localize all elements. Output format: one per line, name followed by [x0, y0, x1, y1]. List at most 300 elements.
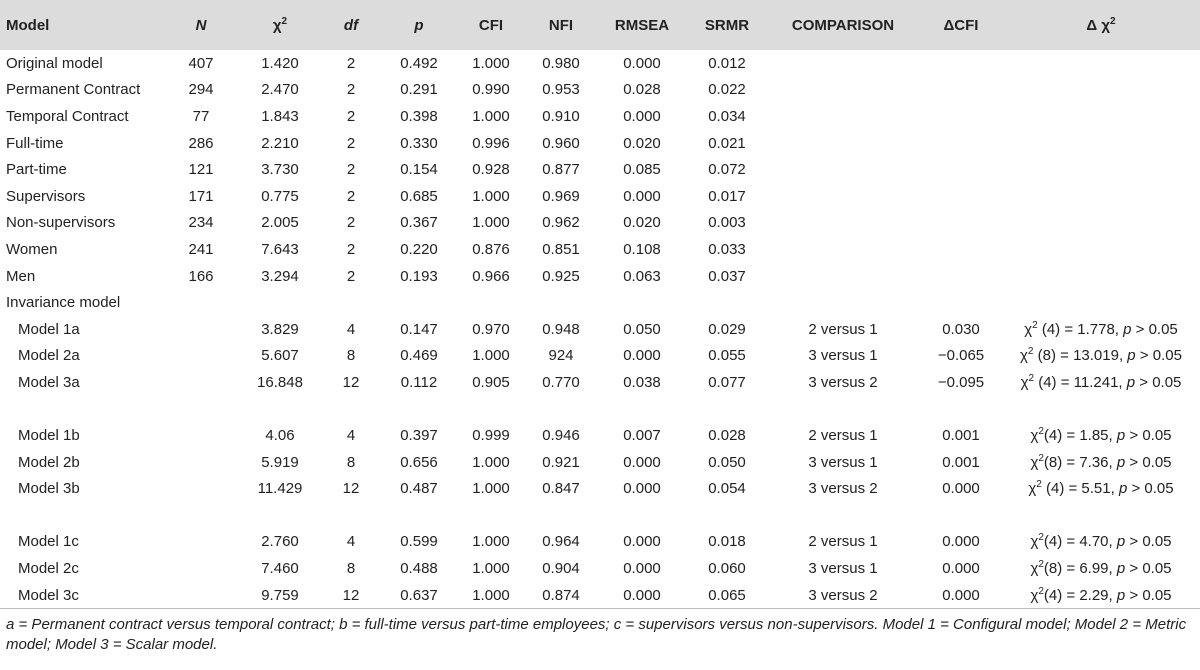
p-cell: 0.397: [400, 427, 438, 445]
comparison-cell: 3 versus 2: [766, 582, 920, 609]
n-cell: [162, 529, 240, 556]
delta-chi2-cell: [1002, 77, 1200, 104]
chi2-cell: 3.829: [261, 320, 299, 338]
nfi-cell: 0.904: [542, 560, 580, 578]
rmsea-cell: 0.000: [623, 107, 661, 125]
model-cell: Model 3a: [18, 373, 80, 391]
nfi-cell: 0.980: [542, 54, 580, 72]
srmr-cell: 0.072: [708, 161, 746, 179]
nfi-cell: 0.962: [542, 214, 580, 232]
rmsea-cell: 0.000: [623, 480, 661, 498]
srmr-cell: 0.021: [708, 134, 746, 152]
df-cell: 2: [346, 240, 356, 258]
delta-cfi-cell: [920, 77, 1002, 104]
cfi-cell: 1.000: [472, 347, 510, 365]
p-cell: 0.330: [400, 134, 438, 152]
chi2-cell: 2.005: [261, 214, 299, 232]
cfi-cell: 1.000: [472, 480, 510, 498]
df-cell: 2: [346, 214, 356, 232]
comparison-cell: 2 versus 1: [808, 533, 878, 551]
df-cell: 2: [346, 134, 356, 152]
col-delta-cfi: ΔCFI: [920, 0, 1002, 50]
cfi-cell: 1.000: [472, 453, 510, 471]
rmsea-cell: 0.007: [623, 427, 661, 445]
delta-chi2-cell: [1002, 316, 1200, 343]
srmr-cell: 0.028: [708, 427, 746, 445]
p-cell: 0.469: [400, 347, 438, 365]
n-cell: [162, 582, 240, 609]
chi-symbol: χ: [1030, 560, 1039, 578]
srmr-cell: 0.054: [708, 480, 746, 498]
chi2-cell: 11.429: [257, 480, 303, 498]
delta-chi2-cell: [1002, 343, 1200, 370]
cfi-cell: 0.905: [472, 373, 510, 391]
delta-cfi-cell: [920, 236, 1002, 263]
p-symbol: p: [1116, 427, 1126, 445]
df-cell: 2: [346, 161, 356, 179]
table-body: [0, 50, 1200, 609]
srmr-cell: 0.022: [708, 81, 746, 99]
nfi-cell: 0.877: [542, 161, 580, 179]
p-cell: 0.685: [400, 187, 438, 205]
table-header: [0, 0, 1200, 50]
nfi-cell: 0.953: [542, 81, 580, 99]
delta-cfi-cell: [920, 130, 1002, 157]
delta-chi2-cell: [1002, 236, 1200, 263]
model-cell: Permanent Contract: [6, 81, 141, 99]
p-symbol: p: [1116, 533, 1126, 551]
spacer-cell: [0, 396, 1200, 423]
df-cell: 2: [346, 81, 356, 99]
n-cell: [162, 343, 240, 370]
srmr-cell: 0.050: [708, 453, 746, 471]
comparison-cell: [766, 130, 920, 157]
chi-symbol: χ: [1030, 427, 1039, 445]
p-symbol: p: [1118, 480, 1128, 498]
delta-cfi-cell: 0.030: [942, 320, 980, 338]
rmsea-cell: 0.000: [623, 560, 661, 578]
chi-superscript: 2: [1036, 479, 1042, 491]
srmr-cell: 0.034: [708, 107, 746, 125]
p-symbol: p: [1127, 347, 1136, 365]
srmr-cell: 0.012: [708, 54, 746, 72]
p-cell: 0.220: [400, 240, 438, 258]
delta-chi2-stat: (4) = 4.70,: [1043, 533, 1117, 551]
model-cell: Model 3b: [18, 480, 80, 498]
col-p: p: [382, 0, 456, 50]
n-cell: [162, 476, 240, 503]
nfi-cell: 0.969: [542, 187, 580, 205]
chi-superscript: 2: [1038, 426, 1044, 438]
comparison-cell: 2 versus 1: [808, 320, 878, 338]
delta-chi2-threshold: > 0.05: [1125, 586, 1172, 604]
delta-cfi-cell: 0.001: [942, 453, 980, 471]
nfi-cell: 0.851: [542, 240, 580, 258]
comparison-cell: 2 versus 1: [808, 427, 878, 445]
delta-cfi-cell: 0.000: [942, 560, 980, 578]
delta-cfi-cell: 0.001: [942, 427, 980, 445]
p-cell: 0.291: [400, 81, 438, 99]
cfi-cell: 1.000: [472, 107, 510, 125]
delta-chi2-threshold: > 0.05: [1127, 480, 1174, 498]
nfi-cell: 0.770: [542, 373, 580, 391]
n-cell: 166: [188, 267, 214, 285]
delta-chi2-threshold: > 0.05: [1125, 427, 1172, 445]
chi2-cell: 1.420: [261, 54, 299, 72]
delta-chi2-cell: [1002, 130, 1200, 157]
cfi-cell: 0.928: [472, 161, 510, 179]
delta-cfi-cell: [920, 50, 1002, 77]
delta-chi2-threshold: > 0.05: [1135, 373, 1182, 391]
delta-chi2-stat: (8) = 6.99,: [1043, 560, 1117, 578]
rmsea-cell: 0.050: [623, 320, 661, 338]
cfi-cell: 1.000: [472, 214, 510, 232]
rmsea-cell: 0.000: [596, 582, 688, 609]
p-cell: 0.367: [400, 214, 438, 232]
col-delta-chi2-sup: 2: [1110, 15, 1116, 27]
comparison-cell: [766, 236, 920, 263]
df-cell: 4: [346, 427, 356, 445]
delta-cfi-cell: 0.000: [942, 533, 980, 551]
cfi-cell: 1.000: [472, 560, 510, 578]
table-row: [0, 422, 1200, 449]
delta-chi2-cell: [1002, 582, 1200, 609]
delta-chi2-cell: [1002, 422, 1200, 449]
srmr-cell: 0.033: [708, 240, 746, 258]
nfi-cell: 0.946: [542, 427, 580, 445]
cfi-cell: 1.000: [472, 54, 510, 72]
col-srmr: SRMR: [688, 0, 766, 50]
cfi-cell: 0.990: [472, 81, 510, 99]
chi2-cell: 1.843: [261, 107, 299, 125]
comparison-cell: [766, 77, 920, 104]
n-cell: 407: [188, 54, 214, 72]
delta-chi2-stat: (4) = 11.241,: [1034, 373, 1127, 391]
comparison-cell: [766, 263, 920, 290]
p-symbol: p: [1126, 373, 1136, 391]
p-cell: 0.492: [400, 54, 438, 72]
rmsea-cell: 0.000: [623, 54, 661, 72]
model-cell: Non-supervisors: [6, 214, 116, 232]
model-cell: Full-time: [6, 134, 64, 152]
df-cell: 12: [342, 373, 360, 391]
nfi-cell: 0.925: [542, 267, 580, 285]
rmsea-cell: 0.000: [623, 347, 661, 365]
df-cell: 12: [342, 480, 360, 498]
cfi-cell: 0.999: [472, 427, 510, 445]
cfi-cell: 1.000: [472, 187, 510, 205]
delta-chi2-cell: [1002, 369, 1200, 396]
model-cell: Women: [6, 240, 58, 258]
chi-symbol: χ: [1030, 586, 1039, 604]
col-df: df: [320, 0, 382, 50]
chi2-cell: 2.470: [261, 81, 299, 99]
p-symbol: p: [1123, 320, 1132, 338]
rmsea-cell: 0.063: [623, 267, 661, 285]
delta-chi2-cell: [1002, 183, 1200, 210]
table-row: [0, 130, 1200, 157]
rmsea-cell: 0.020: [623, 214, 661, 232]
spacer-row: [0, 502, 1200, 529]
table-row: [0, 449, 1200, 476]
chi2-cell: 2.210: [261, 134, 299, 152]
chi2-cell: 9.759: [240, 582, 320, 609]
delta-chi2-stat: (4) = 1.85,: [1043, 427, 1117, 445]
col-nfi: NFI: [526, 0, 596, 50]
cfi-cell: 0.970: [472, 320, 510, 338]
table-row: [0, 555, 1200, 582]
col-delta-chi2: [1002, 0, 1200, 50]
delta-chi2-cell: [1002, 156, 1200, 183]
model-cell: Model 2b: [18, 453, 80, 471]
delta-chi2-stat: (8) = 7.36,: [1043, 453, 1117, 471]
delta-chi2-cell: [1002, 263, 1200, 290]
model-cell: Supervisors: [6, 187, 86, 205]
delta-chi2-threshold: > 0.05: [1135, 347, 1182, 365]
srmr-cell: 0.018: [708, 533, 746, 551]
n-cell: 294: [188, 81, 214, 99]
spacer-row: [0, 396, 1200, 423]
p-cell: 0.599: [400, 533, 438, 551]
chi-symbol: χ: [1030, 453, 1039, 471]
chi-superscript: 2: [1038, 559, 1044, 571]
comparison-cell: 3 versus 1: [808, 560, 878, 578]
delta-cfi-cell: [920, 210, 1002, 237]
table-row: [0, 316, 1200, 343]
rmsea-cell: 0.000: [623, 453, 661, 471]
table-row: [0, 183, 1200, 210]
chi2-cell: 7.460: [261, 560, 299, 578]
p-cell: 0.147: [400, 320, 438, 338]
table-row: [0, 263, 1200, 290]
table-row: [0, 156, 1200, 183]
col-delta-chi2-symbol: Δ χ: [1086, 16, 1111, 34]
table-row: [0, 529, 1200, 556]
df-cell: 2: [346, 267, 356, 285]
rmsea-cell: 0.000: [623, 187, 661, 205]
table-row: [0, 369, 1200, 396]
p-cell: 0.398: [400, 107, 438, 125]
delta-cfi-cell: [920, 183, 1002, 210]
table-row: [0, 210, 1200, 237]
model-cell: Model 2a: [18, 347, 80, 365]
cfi-cell: 0.966: [472, 267, 510, 285]
model-cell: Men: [6, 267, 36, 285]
n-cell: 234: [188, 214, 214, 232]
p-cell: 0.488: [400, 560, 438, 578]
table-row: [0, 50, 1200, 77]
df-cell: 2: [346, 54, 356, 72]
delta-chi2-stat: (4) = 2.29,: [1043, 586, 1117, 604]
comparison-cell: [766, 103, 920, 130]
col-chi2-symbol: χ: [272, 16, 282, 34]
df-cell: 2: [346, 107, 356, 125]
comparison-cell: [766, 50, 920, 77]
chi2-cell: 4.06: [265, 427, 295, 445]
col-n: N: [162, 0, 240, 50]
p-cell: 0.154: [400, 161, 438, 179]
comparison-cell: 3 versus 1: [808, 453, 878, 471]
cfi-cell: 1.000: [456, 582, 526, 609]
p-symbol: p: [1116, 560, 1126, 578]
model-cell: Original model: [6, 54, 103, 72]
srmr-cell: 0.017: [708, 187, 746, 205]
delta-chi2-cell: [1002, 449, 1200, 476]
model-cell: Model 1b: [18, 427, 80, 445]
col-model: Model: [0, 0, 162, 50]
delta-chi2-threshold: > 0.05: [1125, 453, 1172, 471]
nfi-cell: 0.960: [542, 134, 580, 152]
model-cell: Model 2c: [18, 560, 79, 578]
delta-cfi-cell: [920, 263, 1002, 290]
comparison-cell: 3 versus 2: [808, 373, 878, 391]
p-symbol: p: [1116, 586, 1126, 604]
comparison-cell: [766, 183, 920, 210]
rmsea-cell: 0.000: [623, 533, 661, 551]
delta-cfi-cell: 0.000: [920, 582, 1002, 609]
n-cell: [162, 316, 240, 343]
delta-chi2-cell: [1002, 555, 1200, 582]
n-cell: 77: [192, 107, 210, 125]
delta-chi2-cell: [1002, 529, 1200, 556]
nfi-cell: 0.964: [542, 533, 580, 551]
nfi-cell: 0.948: [542, 320, 580, 338]
table-row: [0, 236, 1200, 263]
rmsea-cell: 0.085: [623, 161, 661, 179]
chi2-cell: 2.760: [261, 533, 299, 551]
p-cell: 0.656: [400, 453, 438, 471]
chi2-cell: 16.848: [257, 373, 303, 391]
delta-chi2-threshold: > 0.05: [1125, 533, 1172, 551]
delta-cfi-cell: −0.065: [937, 347, 985, 365]
p-cell: 0.637: [382, 582, 456, 609]
model-cell: Model 3c: [0, 582, 162, 609]
rmsea-cell: 0.108: [623, 240, 661, 258]
delta-chi2-threshold: > 0.05: [1125, 560, 1172, 578]
delta-chi2-stat: (8) = 13.019,: [1033, 347, 1128, 365]
chi-symbol: χ: [1028, 480, 1037, 498]
nfi-cell: 0.847: [542, 480, 580, 498]
delta-cfi-cell: [920, 156, 1002, 183]
chi-superscript: 2: [1038, 532, 1044, 544]
delta-cfi-cell: [920, 103, 1002, 130]
chi-symbol: χ: [1030, 533, 1039, 551]
n-cell: [162, 422, 240, 449]
chi-symbol: χ: [1020, 373, 1029, 391]
delta-chi2-cell: [1002, 476, 1200, 503]
col-cfi: CFI: [456, 0, 526, 50]
cfi-cell: 0.876: [472, 240, 510, 258]
p-cell: 0.193: [400, 267, 438, 285]
chi2-cell: 7.643: [261, 240, 299, 258]
chi2-cell: 0.775: [261, 187, 299, 205]
comparison-cell: [766, 156, 920, 183]
srmr-cell: 0.065: [688, 582, 766, 609]
nfi-cell: 924: [548, 347, 574, 365]
chi-superscript: 2: [1038, 452, 1044, 464]
n-cell: 286: [188, 134, 214, 152]
chi-superscript: 2: [1027, 346, 1034, 358]
comparison-cell: 3 versus 2: [808, 480, 878, 498]
delta-chi2-cell: [1002, 50, 1200, 77]
table-row: [0, 582, 1200, 609]
delta-chi2-cell: [1002, 103, 1200, 130]
cfi-cell: 0.996: [472, 134, 510, 152]
table-row: [0, 343, 1200, 370]
srmr-cell: 0.003: [708, 214, 746, 232]
n-cell: 171: [188, 187, 214, 205]
model-cell: Model 1a: [18, 320, 80, 338]
comparison-cell: 3 versus 1: [808, 347, 878, 365]
p-symbol: p: [1116, 453, 1126, 471]
srmr-cell: 0.037: [708, 267, 746, 285]
df-cell: 12: [320, 582, 382, 609]
nfi-cell: 0.874: [526, 582, 596, 609]
col-chi2: [240, 0, 320, 50]
nfi-cell: 0.910: [542, 107, 580, 125]
chi2-cell: 5.607: [261, 347, 299, 365]
delta-chi2-stat: (4) = 1.778,: [1037, 320, 1124, 338]
srmr-cell: 0.077: [708, 373, 746, 391]
model-cell: Model 1c: [18, 533, 79, 551]
model-cell: Temporal Contract: [6, 107, 129, 125]
chi-symbol: χ: [1020, 347, 1028, 365]
df-cell: 8: [346, 347, 356, 365]
df-cell: 4: [346, 320, 356, 338]
rmsea-cell: 0.028: [623, 81, 661, 99]
n-cell: 241: [188, 240, 214, 258]
p-cell: 0.112: [400, 373, 438, 391]
srmr-cell: 0.060: [708, 560, 746, 578]
nfi-cell: 0.921: [542, 453, 580, 471]
df-cell: 2: [346, 187, 356, 205]
df-cell: 4: [346, 533, 356, 551]
srmr-cell: 0.055: [708, 347, 746, 365]
n-cell: [162, 369, 240, 396]
n-cell: [162, 555, 240, 582]
table-row: [0, 476, 1200, 503]
cfi-cell: 1.000: [472, 533, 510, 551]
comparison-cell: [766, 210, 920, 237]
chi2-cell: 3.730: [261, 161, 299, 179]
n-cell: 121: [188, 161, 214, 179]
delta-cfi-cell: 0.000: [942, 480, 980, 498]
delta-cfi-cell: −0.095: [937, 373, 985, 391]
chi-superscript: 2: [1028, 372, 1035, 384]
spacer-cell: [0, 502, 1200, 529]
df-cell: 8: [346, 453, 356, 471]
srmr-cell: 0.029: [708, 320, 746, 338]
invariance-label: Invariance model: [6, 294, 121, 312]
n-cell: [162, 449, 240, 476]
table-footnote: a = Permanent contract versus temporal contract; b = full-time versus part-time employees; c = supervisors versus non-supervisors. Model 1 = Configural model; Model 2 = Metric model; Model 3 = Scalar model.: [6, 616, 1187, 654]
df-cell: 8: [346, 560, 356, 578]
chi-superscript: 2: [1038, 585, 1044, 597]
p-cell: 0.487: [400, 480, 438, 498]
chi2-cell: 3.294: [261, 267, 299, 285]
model-cell: Part-time: [6, 161, 67, 179]
col-rmsea: RMSEA: [596, 0, 688, 50]
chi2-cell: 5.919: [261, 453, 299, 471]
col-chi2-sup: 2: [281, 15, 288, 27]
col-comparison: COMPARISON: [766, 0, 920, 50]
delta-chi2-cell: [1002, 210, 1200, 237]
chi-symbol: χ: [1024, 320, 1033, 338]
table-row: [0, 77, 1200, 104]
table-row: [0, 103, 1200, 130]
invariance-label-row: [0, 289, 1200, 316]
delta-chi2-stat: (4) = 5.51,: [1041, 480, 1119, 498]
